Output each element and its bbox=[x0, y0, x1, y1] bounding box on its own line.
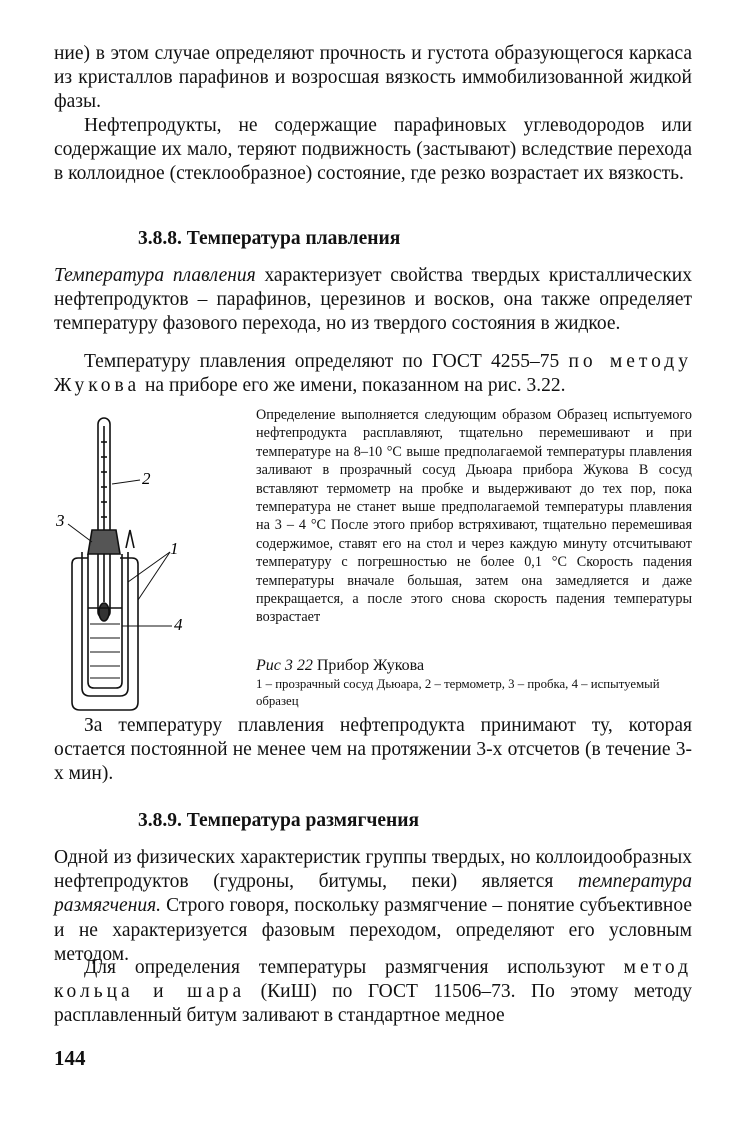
zhukov-apparatus-figure bbox=[54, 412, 250, 720]
zhukov-apparatus-drawing bbox=[54, 412, 250, 720]
definition-text: характеризует свойства твердых кристаллических нефтепродуктов – парафинов, церезинов и восков, она также определяет температуру фазового перехода, но из твердого состояния в жидкое. bbox=[54, 265, 692, 335]
paragraph-continuation: ние) в этом случае определяют прочность и густота образующегося каркаса из кристаллов парафинов и возросшая вязкость иммобилизованной жидкой фазы. bbox=[54, 43, 692, 113]
figure-legend: 1 – прозрачный сосуд Дьюара, 2 – термометр, 3 – пробка, 4 – испытуемый образец bbox=[256, 677, 660, 708]
paragraph-softening-definition bbox=[54, 846, 692, 967]
paragraph-ring-ball-method bbox=[54, 956, 692, 1029]
figure-caption-label: Рис 3 22 bbox=[256, 657, 313, 674]
figure-label-1: 1 bbox=[170, 539, 179, 558]
figure-label-3: 3 bbox=[56, 511, 65, 530]
procedure-text: Определение выполняется следующим образом Образец испытуемого нефтепродукта расплавляют, тщательно перемешивают и при температуре на 8–10 °С выше предполагаемой температуры плавления заливают в прозрачный сосуд Дьюара прибора Жукова В сосуд вставляют термометр на пробке и выдерживают до тех пор, пока температура не станет выше предполагаемой температуры плавления на 3 – 4 °С После этого прибор встряхивают, тщательно перемешивая содержимое, ставят его на стол и через каждую минуту отсчитывают температуру с погрешностью не более 0,1 °С Скорость падения температуры вначале большая, затем она замедляется и даже прекращается, а после этого снова скорость падения температуры возрастает bbox=[256, 407, 692, 626]
figure-caption-title: Прибор Жукова bbox=[312, 657, 425, 674]
softening-text-a: Одной из физических характеристик группы твердых, но коллоидообразных нефтепродуктов (гудроны, битумы, пеки) является bbox=[54, 847, 692, 893]
ring-ball-text-a: Для определения температуры размягчения используют bbox=[84, 957, 624, 978]
method-text-b: на приборе его же имени, показанном на рис. 3.22. bbox=[140, 375, 566, 397]
page-number: 144 bbox=[54, 1046, 86, 1070]
term-melting-temperature: Температура плавления bbox=[54, 265, 256, 286]
figure-label-2: 2 bbox=[142, 469, 151, 488]
term-softening-temperature: температура размягчения. bbox=[54, 871, 692, 917]
paragraph-zhukov-method bbox=[54, 350, 692, 398]
method-name-spaced: по методу Жукова bbox=[54, 351, 692, 397]
section-heading-melting: 3.8.8. Температура плавления bbox=[138, 228, 401, 249]
softening-text-b: Строго говоря, поскольку размягчение – понятие субъективное и не характеризуется фазовым переходом, определяют его условным методом. bbox=[54, 895, 692, 965]
figure-label-4: 4 bbox=[174, 615, 183, 634]
paragraph-melting-result: За температуру плавления нефтепродукта принимают ту, которая остается постоянной не менее чем на протяжении 3-х отсчетов (в течение 3-х мин). bbox=[54, 715, 692, 785]
section-heading-softening: 3.8.9. Температура размягчения bbox=[138, 810, 419, 831]
ring-ball-method-spaced: метод кольца и шара bbox=[54, 957, 692, 1003]
figure-caption bbox=[256, 656, 692, 676]
paragraph-melting-definition bbox=[54, 264, 692, 337]
paragraph-nonparaffinic: Нефтепродукты, не содержащие парафиновых углеводородов или содержащие их мало, теряют подвижность (застывают) вследствие перехода в коллоидное (стеклообразное) состояние, где резко возрастает их вязкость. bbox=[54, 115, 692, 185]
ring-ball-text-b: (КиШ) по ГОСТ 11506–73. По этому методу расплавленный битум заливают в стандартное медное bbox=[54, 981, 692, 1027]
method-text-a: Температуру плавления определяют по ГОСТ 4255–75 bbox=[84, 351, 569, 372]
